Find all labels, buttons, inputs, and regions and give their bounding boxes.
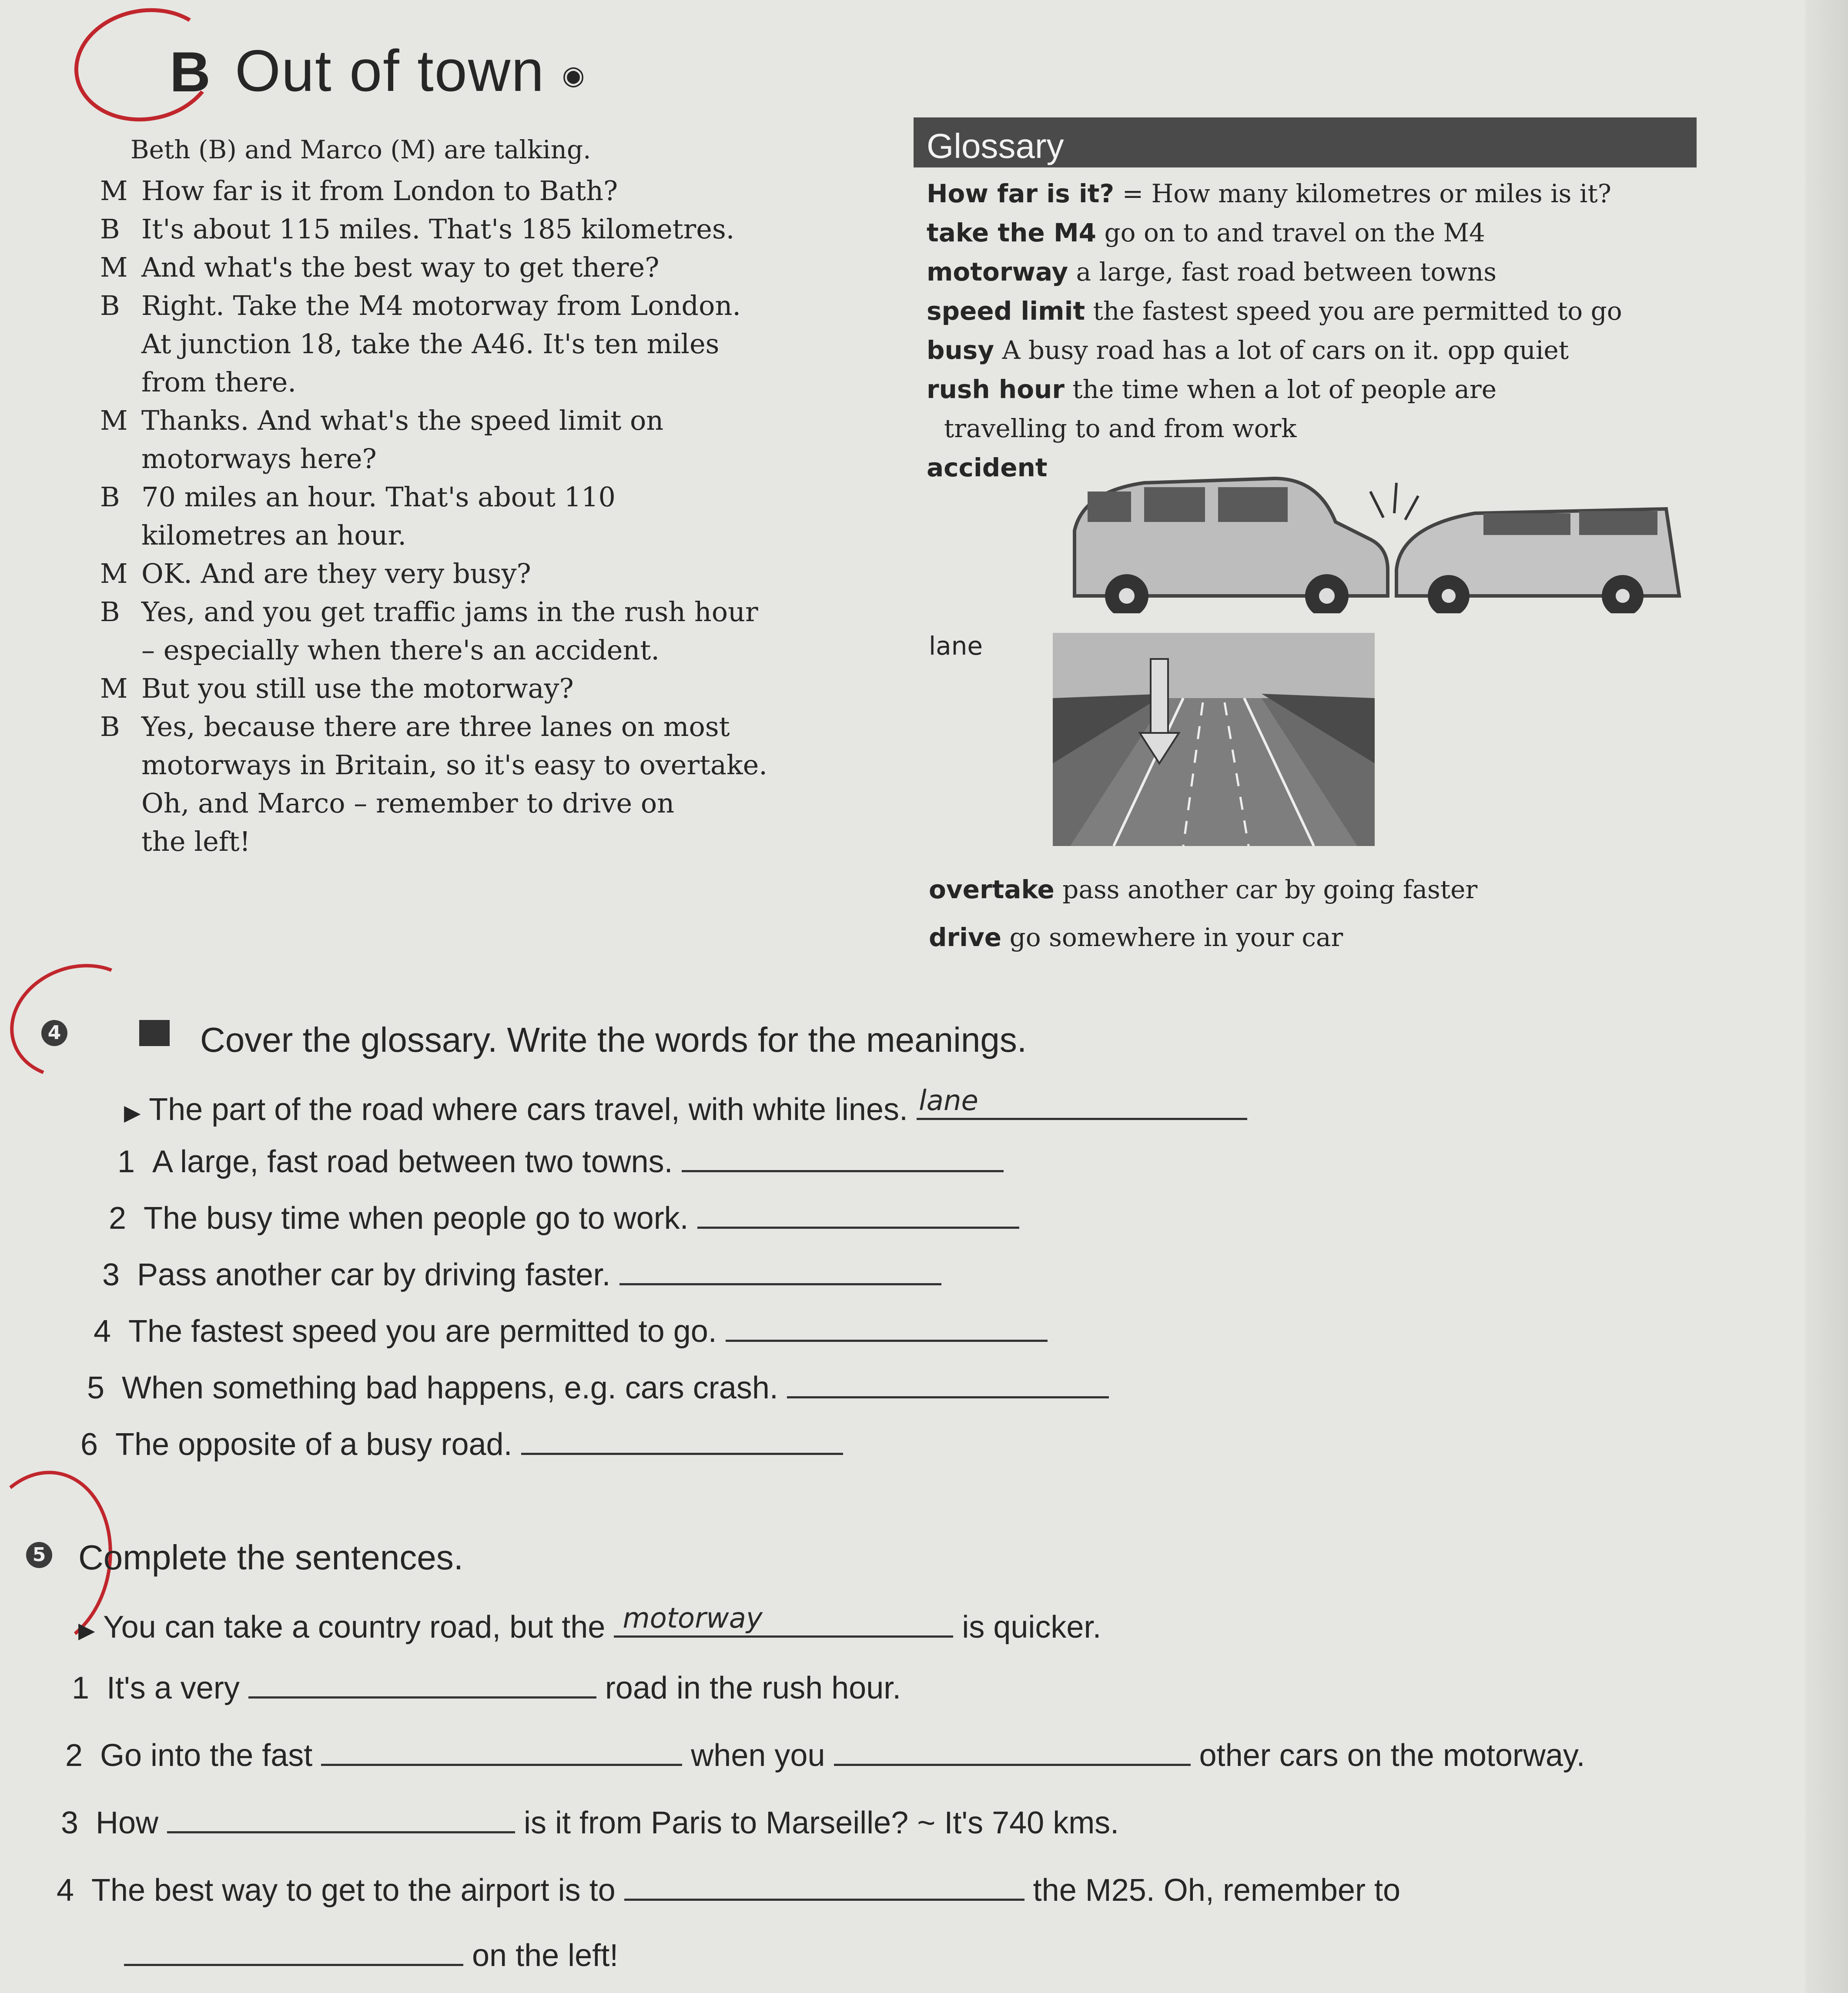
dialogue-line <box>100 440 883 478</box>
dialogue-text: Oh, and Marco – remember to drive on <box>141 787 675 819</box>
glossary-title: Glossary <box>927 127 1064 165</box>
dialogue-line <box>100 363 883 401</box>
dialogue-line <box>100 784 883 823</box>
answer-field[interactable] <box>834 1738 1191 1766</box>
answer-field[interactable]: lane <box>917 1087 1247 1120</box>
exercise-4-item <box>109 1200 1019 1236</box>
dialogue-line <box>100 210 883 248</box>
dialogue-text: But you still use the motorway? <box>141 672 574 704</box>
glossary-term: busy <box>927 335 994 365</box>
sentence-end: on the left! <box>472 1938 619 1973</box>
glossary-term: take the M4 <box>927 218 1097 247</box>
dialogue-line <box>100 708 883 746</box>
glossary-term-lane: lane <box>929 631 983 661</box>
dialogue-line <box>100 669 883 708</box>
glossary-term: rush hour <box>927 375 1065 404</box>
item-text: When something bad happens, e.g. cars crash. <box>122 1371 778 1405</box>
glossary-definition: A busy road has a lot of cars on it. opp quiet <box>1002 335 1569 365</box>
item-text: Pass another car by driving faster. <box>137 1257 611 1292</box>
item-number: 2 <box>109 1201 127 1236</box>
glossary-definition: travelling to and from work <box>944 414 1297 443</box>
audio-icon: ◉ <box>562 60 586 90</box>
item-number: 1 <box>72 1671 90 1705</box>
exercise-5-item <box>57 1873 1400 1908</box>
speaker-label: M <box>100 558 128 589</box>
section-letter: B <box>170 40 211 104</box>
glossary-definition: = How many kilometres or miles is it? <box>1122 179 1611 208</box>
dialogue-text: Thanks. And what's the speed limit on <box>141 405 664 436</box>
answer-field[interactable] <box>726 1314 1048 1342</box>
dialogue-text: the left! <box>141 826 251 857</box>
item-number: 1 <box>117 1144 135 1179</box>
item-number: 4 <box>57 1873 74 1908</box>
dialogue-line <box>100 248 883 287</box>
exercise-4-item <box>117 1144 1004 1180</box>
section-title <box>235 37 586 104</box>
item-number: 3 <box>102 1257 120 1292</box>
speaker-label: B <box>100 711 120 742</box>
glossary-term: motorway <box>927 257 1068 287</box>
sentence-start: How <box>96 1806 159 1840</box>
dialogue-line <box>100 593 883 631</box>
dialogue-line <box>100 287 883 325</box>
exercise-5-item <box>65 1738 1585 1773</box>
item-number: 4 <box>94 1314 111 1349</box>
dialogue-text: Yes, because there are three lanes on most <box>141 711 730 742</box>
sentence-start: The best way to get to the airport is to <box>91 1873 616 1908</box>
answer-field[interactable] <box>787 1370 1109 1398</box>
answer-field[interactable] <box>682 1144 1004 1172</box>
exercise-5-example: ▶ You can take a country road, but the motorway is quicker. <box>78 1602 1101 1645</box>
dialogue-line <box>100 325 883 363</box>
dialogue-line <box>100 516 883 555</box>
exercise-4-item <box>80 1427 843 1462</box>
sentence-middle: when you <box>691 1738 825 1773</box>
dialogue-line <box>100 823 883 861</box>
sentence-start: It's a very <box>107 1671 240 1705</box>
answer-field[interactable]: motorway <box>614 1605 953 1638</box>
answer-field[interactable] <box>167 1805 515 1833</box>
glossary-entry <box>927 409 1622 448</box>
sentence-end: road in the rush hour. <box>605 1671 901 1705</box>
dialogue-text: It's about 115 miles. That's 185 kilometres. <box>141 213 735 245</box>
exercise-4-instruction: Cover the glossary. Write the words for the meanings. <box>200 1020 1027 1059</box>
glossary-entry <box>927 331 1622 370</box>
accident-illustration <box>1057 465 1701 613</box>
sentence-end: other cars on the motorway. <box>1199 1738 1585 1773</box>
glossary-definition: the time when a lot of people are <box>1072 375 1497 404</box>
dialogue-text: How far is it from London to Bath? <box>141 175 618 207</box>
glossary-entry <box>927 174 1622 213</box>
sentence-end: is it from Paris to Marseille? ~ It's 740 kms. <box>524 1806 1119 1840</box>
dialogue-text: motorways in Britain, so it's easy to overtake. <box>141 749 767 781</box>
dialogue-text: Yes, and you get traffic jams in the rush hour <box>141 596 758 628</box>
dialogue-text: kilometres an hour. <box>141 519 407 551</box>
item-number: 5 <box>87 1371 105 1405</box>
exercise-5-item <box>72 1670 901 1706</box>
dialogue-line <box>100 478 883 516</box>
dialogue-line <box>100 631 883 669</box>
exercise-5-number: 5 <box>26 1542 52 1568</box>
page-edge-shadow <box>1805 0 1848 1993</box>
example-arrow-icon: ▶ <box>78 1618 95 1642</box>
dialogue-line <box>100 172 883 210</box>
glossary-entry <box>927 370 1622 409</box>
glossary-term: drive <box>929 923 1002 952</box>
item-text: The opposite of a busy road. <box>115 1427 512 1462</box>
exercise-5-item <box>61 1805 1119 1841</box>
dialogue-line <box>100 746 883 784</box>
answer-field[interactable] <box>624 1873 1024 1901</box>
red-pen-circle <box>0 946 161 1097</box>
glossary-list <box>927 174 1622 487</box>
dialogue-text: motorways here? <box>141 443 377 475</box>
dialogue-text: And what's the best way to get there? <box>141 251 660 283</box>
glossary-definition: go on to and travel on the M4 <box>1104 218 1485 247</box>
dialogue-text: from there. <box>141 366 296 398</box>
speaker-label: B <box>100 290 120 321</box>
glossary-entry <box>927 291 1622 331</box>
answer-field[interactable] <box>248 1670 596 1699</box>
glossary-term: overtake <box>929 875 1055 904</box>
speaker-label: B <box>100 213 120 245</box>
answer-field[interactable] <box>697 1200 1019 1229</box>
dialogue-text: At junction 18, take the A46. It's ten miles <box>141 328 720 360</box>
sentence-end: the M25. Oh, remember to <box>1033 1873 1400 1908</box>
dialogue-text: – especially when there's an accident. <box>141 634 660 666</box>
glossary-term: How far is it? <box>927 179 1115 208</box>
answer-field[interactable] <box>321 1738 682 1766</box>
glossary-list-continued <box>929 866 1477 961</box>
item-text: A large, fast road between two towns. <box>152 1144 673 1179</box>
glossary-term: accident <box>927 453 1048 482</box>
glossary-definition: a large, fast road between towns <box>1076 257 1497 287</box>
glossary-entry <box>929 866 1477 913</box>
exercise-4-item <box>102 1257 941 1293</box>
item-number: 6 <box>80 1427 98 1462</box>
pair-work-icon <box>139 1020 170 1046</box>
dialogue-text: 70 miles an hour. That's about 110 <box>141 481 616 513</box>
exercise-4-item <box>87 1370 1109 1406</box>
glossary-definition: go somewhere in your car <box>1009 923 1343 952</box>
answer-field[interactable] <box>124 1938 463 1966</box>
answer-field[interactable] <box>521 1427 843 1455</box>
speaker-label: B <box>100 481 120 513</box>
speaker-label: B <box>100 596 120 628</box>
speaker-label: M <box>100 251 128 283</box>
dialogue-text: Right. Take the M4 motorway from London. <box>141 290 741 321</box>
glossary-term: speed limit <box>927 296 1085 326</box>
section-title-text: Out of town <box>235 38 545 104</box>
glossary-entry <box>927 252 1622 291</box>
speaker-label: M <box>100 672 128 704</box>
exercise-4-example: ▶ The part of the road where cars travel, with white lines. lane <box>124 1087 1247 1127</box>
lane-illustration <box>1053 633 1375 846</box>
glossary-entry <box>927 213 1622 252</box>
dialogue-line <box>100 555 883 593</box>
dialogue-intro: Beth (B) and Marco (M) are talking. <box>131 135 591 164</box>
speaker-label: M <box>100 405 128 436</box>
exercise-5-item <box>115 1938 618 1973</box>
glossary-definition: the fastest speed you are permitted to go <box>1093 296 1622 326</box>
item-number: 2 <box>65 1738 83 1773</box>
example-arrow-icon: ▶ <box>124 1100 141 1125</box>
exercise-5-instruction: Complete the sentences. <box>78 1538 463 1577</box>
dialogue-text: OK. And are they very busy? <box>141 558 531 589</box>
answer-field[interactable] <box>619 1257 941 1285</box>
exercise-4-item <box>94 1314 1048 1349</box>
speaker-label: M <box>100 175 128 207</box>
glossary-entry <box>929 913 1477 961</box>
dialogue <box>100 172 883 861</box>
exercise-4-number: 4 <box>41 1020 67 1046</box>
item-text: The busy time when people go to work. <box>144 1201 689 1236</box>
sentence-start: Go into the fast <box>100 1738 313 1773</box>
item-text: The fastest speed you are permitted to go. <box>128 1314 717 1349</box>
glossary-definition: pass another car by going faster <box>1062 875 1478 904</box>
item-number: 3 <box>61 1806 79 1840</box>
dialogue-line <box>100 401 883 440</box>
